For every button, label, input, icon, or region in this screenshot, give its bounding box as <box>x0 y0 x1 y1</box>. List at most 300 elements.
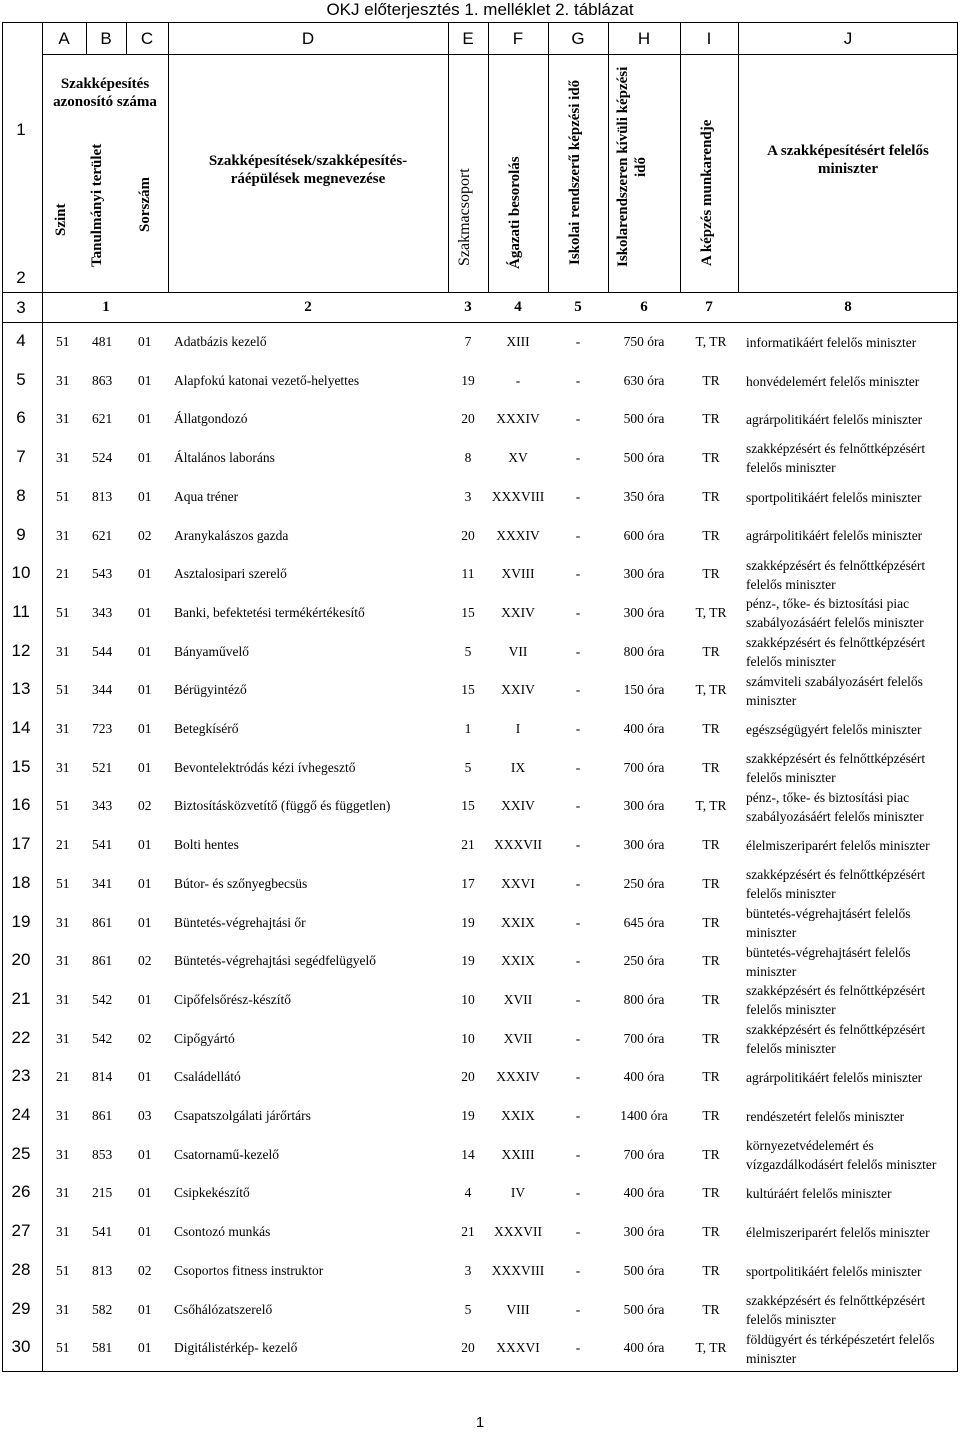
cell-out-school-time: 645 óra <box>623 914 665 930</box>
cell-area: 524 <box>92 450 113 466</box>
cell-minister: környezetvédelemért és vízgazdálkodásért felelős miniszter <box>746 1138 937 1173</box>
column-letter-e: E <box>462 29 474 48</box>
cell-group: 10 <box>461 1030 475 1046</box>
cell-minister: egészségügyért felelős miniszter <box>746 721 922 737</box>
cell-area: 621 <box>92 411 113 427</box>
cell-name: Csatornamű-kezelő <box>174 1146 279 1162</box>
header-level: Szint <box>53 203 69 237</box>
cell-minister: informatikáért felelős miniszter <box>746 334 917 350</box>
cell-school-time: - <box>575 991 581 1007</box>
cell-area: 343 <box>92 798 113 814</box>
cell-sector: XXIX <box>501 914 535 930</box>
cell-level: 51 <box>56 682 70 698</box>
cell-school-time: - <box>575 914 581 930</box>
column-letter-f: F <box>512 29 524 48</box>
cell-group: 10 <box>461 991 475 1007</box>
cell-school-time: - <box>575 1108 581 1123</box>
cell-level: 31 <box>56 1108 70 1123</box>
cell-name: Csapatszolgálati járőrtárs <box>174 1108 311 1123</box>
cell-schedule: TR <box>702 1224 720 1240</box>
cell-school-time: - <box>575 1030 581 1046</box>
cell-sector: XVII <box>503 1030 533 1046</box>
cell-school-time: - <box>575 527 581 543</box>
cell-minister: honvédelemért felelős miniszter <box>746 373 920 389</box>
column-letters-row <box>0 24 960 54</box>
row-number: 26 <box>11 1182 31 1202</box>
cell-sector: XXVI <box>501 875 535 891</box>
table-row <box>0 826 960 865</box>
cell-out-school-time: 500 óra <box>623 450 665 466</box>
row-number: 27 <box>11 1221 31 1241</box>
cell-minister: pénz-, tőke- és biztosítási piac szabályozásáért felelős miniszter <box>746 596 924 631</box>
cell-serial: 03 <box>138 1108 152 1123</box>
cell-name: Büntetés-végrehajtási segédfelügyelő <box>174 953 377 969</box>
cell-out-school-time: 400 óra <box>623 1185 665 1201</box>
cell-schedule: TR <box>702 991 720 1007</box>
cell-schedule: TR <box>702 1108 720 1123</box>
cell-group: 19 <box>461 953 475 969</box>
cell-out-school-time: 250 óra <box>623 875 665 891</box>
cell-group: 5 <box>464 643 472 659</box>
row-number: 29 <box>11 1298 31 1318</box>
cell-school-time: - <box>575 875 581 891</box>
cell-level: 31 <box>56 759 70 775</box>
cell-out-school-time: 800 óra <box>623 643 665 659</box>
cell-level: 21 <box>56 837 70 853</box>
row-number: 3 <box>16 298 26 317</box>
cell-name: Betegkísérő <box>174 721 239 736</box>
cell-schedule: TR <box>702 566 720 582</box>
cell-serial: 01 <box>138 837 152 853</box>
cell-group: 20 <box>461 1069 475 1085</box>
cell-level: 51 <box>56 798 70 814</box>
cell-schedule: T, TR <box>695 682 727 698</box>
table-row <box>0 981 960 1020</box>
cell-sector: XXIII <box>501 1146 535 1162</box>
cell-minister: szakképzésért és felnőttképzésért felelős miniszter <box>746 1021 926 1056</box>
cell-area: 542 <box>92 1030 113 1046</box>
cell-out-school-time: 700 óra <box>623 759 665 775</box>
cell-serial: 01 <box>138 604 152 620</box>
cell-name: Csipkekészítő <box>174 1185 250 1201</box>
cell-sector: XV <box>508 450 528 466</box>
cell-schedule: TR <box>702 372 720 388</box>
row-number: 15 <box>11 756 31 776</box>
page-title: OKJ előterjesztés 1. melléklet 2. táblázat <box>326 0 634 19</box>
header-sector: Ágazati besorolás <box>507 156 523 269</box>
cell-out-school-time: 700 óra <box>623 1030 665 1046</box>
cell-sector: XXXVII <box>494 837 542 853</box>
cell-area: 582 <box>92 1301 113 1317</box>
cell-serial: 01 <box>138 721 152 736</box>
header-serial: Sorszám <box>137 177 153 233</box>
cell-serial: 02 <box>138 953 152 969</box>
cell-group: 7 <box>464 334 472 349</box>
cell-level: 51 <box>56 488 70 504</box>
cell-name: Cipőfelsőrész-készítő <box>174 991 291 1007</box>
cell-group: 20 <box>461 527 475 543</box>
row-number: 24 <box>11 1105 31 1124</box>
header-area: Tanulmányi terület <box>89 143 105 267</box>
column-letter-c: C <box>140 29 154 48</box>
cell-school-time: - <box>575 411 581 427</box>
cell-sector: I <box>515 721 521 736</box>
cell-minister: agrárpolitikáért felelős miniszter <box>746 1070 923 1086</box>
table-row <box>0 478 960 517</box>
cell-schedule: TR <box>702 643 720 659</box>
cell-out-school-time: 300 óra <box>623 566 665 582</box>
cell-level: 51 <box>56 875 70 891</box>
cell-level: 51 <box>56 604 70 620</box>
table-row <box>0 671 960 710</box>
column-letter-b: B <box>100 29 112 48</box>
cell-area: 853 <box>92 1146 113 1162</box>
cell-sector: XXIV <box>501 798 535 814</box>
cell-area: 543 <box>92 566 113 582</box>
row-number: 19 <box>11 911 31 931</box>
table-row <box>0 1291 960 1330</box>
cell-level: 21 <box>56 1069 70 1085</box>
cell-sector: XVII <box>503 991 533 1007</box>
table-row <box>0 1213 960 1252</box>
cell-area: 861 <box>92 953 113 969</box>
cell-area: 542 <box>92 991 113 1007</box>
cell-group: 20 <box>461 1340 475 1356</box>
cell-schedule: TR <box>702 527 720 543</box>
cell-out-school-time: 500 óra <box>623 1301 665 1317</box>
cell-serial: 01 <box>138 682 152 698</box>
cell-school-time: - <box>575 488 581 504</box>
table-row <box>0 633 960 672</box>
cell-name: Adatbázis kezelő <box>174 334 267 349</box>
cell-minister: földügyért és térképészetért felelős miniszter <box>746 1331 935 1366</box>
cell-level: 31 <box>56 1030 70 1046</box>
cell-serial: 01 <box>138 643 152 659</box>
cell-schedule: TR <box>702 1262 720 1278</box>
cell-area: 215 <box>92 1185 113 1201</box>
column-number: 7 <box>705 299 713 315</box>
cell-group: 19 <box>461 1108 475 1123</box>
cell-level: 31 <box>56 721 70 736</box>
cell-minister: agrárpolitikáért felelős miniszter <box>746 412 923 428</box>
cell-area: 621 <box>92 527 113 543</box>
cell-sector: XXIX <box>501 953 535 969</box>
cell-schedule: TR <box>702 488 720 504</box>
row-number: 5 <box>16 369 26 389</box>
cell-out-school-time: 1400 óra <box>620 1108 668 1123</box>
cell-level: 31 <box>56 527 70 543</box>
cell-group: 20 <box>461 411 475 427</box>
cell-area: 344 <box>92 682 113 698</box>
cell-serial: 01 <box>138 372 152 388</box>
cell-sector: XIII <box>506 334 530 349</box>
cell-out-school-time: 350 óra <box>623 488 665 504</box>
cell-schedule: T, TR <box>695 334 727 349</box>
cell-sector: XXXVII <box>494 1224 542 1240</box>
row-number: 6 <box>16 408 26 428</box>
header-id-group-label: Szakképesítés azonosító száma <box>53 76 157 110</box>
column-number: 1 <box>102 299 110 315</box>
cell-level: 51 <box>56 1340 70 1356</box>
header-minister <box>740 135 956 185</box>
column-number: 3 <box>464 299 472 315</box>
cell-out-school-time: 300 óra <box>623 604 665 620</box>
cell-serial: 01 <box>138 488 152 504</box>
cell-schedule: TR <box>702 759 720 775</box>
cell-school-time: - <box>575 604 581 620</box>
cell-serial: 02 <box>138 798 152 814</box>
table-row <box>0 400 960 439</box>
cell-group: 21 <box>461 837 475 853</box>
table-row <box>0 710 960 749</box>
cell-schedule: TR <box>702 411 720 427</box>
cell-serial: 01 <box>138 875 152 891</box>
table-row <box>0 904 960 943</box>
cell-name: Alapfokú katonai vezető-helyettes <box>174 372 360 388</box>
cell-area: 861 <box>92 914 113 930</box>
cell-area: 861 <box>92 1108 113 1123</box>
cell-minister: szakképzésért és felnőttképzésért felelős miniszter <box>746 867 926 902</box>
cell-level: 31 <box>56 1146 70 1162</box>
cell-minister: szakképzésért és felnőttképzésért felelős miniszter <box>746 983 926 1018</box>
cell-level: 31 <box>56 411 70 427</box>
cell-school-time: - <box>575 1185 581 1201</box>
table-row <box>0 594 960 633</box>
cell-level: 51 <box>56 1262 70 1278</box>
cell-schedule: TR <box>702 1301 720 1317</box>
cell-name: Bérügyintéző <box>174 682 247 698</box>
table-row <box>0 787 960 826</box>
cell-area: 544 <box>92 643 113 659</box>
cell-schedule: TR <box>702 721 720 736</box>
cell-out-school-time: 500 óra <box>623 1262 665 1278</box>
cell-name: Büntetés-végrehajtási őr <box>174 914 306 930</box>
cell-school-time: - <box>575 643 581 659</box>
column-number: 5 <box>574 299 582 315</box>
column-number: 2 <box>304 299 312 315</box>
cell-area: 343 <box>92 604 113 620</box>
cell-group: 19 <box>461 914 475 930</box>
cell-school-time: - <box>575 1262 581 1278</box>
cell-sector: XXXVI <box>496 1340 540 1356</box>
cell-level: 21 <box>56 566 70 582</box>
column-letter-d: D <box>301 29 315 48</box>
column-letter-g: G <box>571 29 585 48</box>
cell-school-time: - <box>575 1340 581 1356</box>
header-id-group <box>44 58 166 128</box>
row-number: 16 <box>11 795 31 815</box>
column-letter-a: A <box>58 29 70 48</box>
cell-minister: számviteli szabályozásért felelős miniszter <box>746 673 923 708</box>
cell-area: 863 <box>92 372 113 388</box>
cell-sector: XXIV <box>501 604 535 620</box>
cell-school-time: - <box>575 1146 581 1162</box>
cell-level: 31 <box>56 1224 70 1240</box>
cell-serial: 01 <box>138 1146 152 1162</box>
cell-minister: szakképzésért és felnőttképzésért felelős miniszter <box>746 1292 926 1327</box>
cell-group: 11 <box>461 566 475 582</box>
cell-group: 8 <box>464 450 472 466</box>
column-letter-h: H <box>637 29 651 48</box>
cell-school-time: - <box>575 1069 581 1085</box>
cell-area: 521 <box>92 759 113 775</box>
table-row <box>0 555 960 594</box>
cell-school-time: - <box>575 566 581 582</box>
cell-sector: VIII <box>506 1301 530 1317</box>
cell-school-time: - <box>575 1301 581 1317</box>
cell-group: 21 <box>461 1224 475 1240</box>
cell-out-school-time: 600 óra <box>623 527 665 543</box>
table-row <box>0 323 960 362</box>
cell-name: Banki, befektetési termékértékesítő <box>174 604 365 620</box>
cell-minister: szakképzésért és felnőttképzésért felelős miniszter <box>746 634 926 669</box>
cell-serial: 02 <box>138 527 152 543</box>
row-number: 2 <box>16 268 26 287</box>
row-number: 11 <box>12 601 30 621</box>
table-row <box>0 865 960 904</box>
table-row <box>0 942 960 981</box>
cell-serial: 02 <box>138 1030 152 1046</box>
row-number: 22 <box>11 1027 31 1047</box>
cell-name: Csőhálózatszerelő <box>174 1301 273 1317</box>
cell-group: 5 <box>464 759 472 775</box>
page-number: 1 <box>475 1414 485 1431</box>
cell-serial: 01 <box>138 1069 152 1085</box>
cell-sector: XVIII <box>501 566 535 582</box>
cell-minister: agrárpolitikáért felelős miniszter <box>746 528 923 544</box>
cell-name: Aranykalászos gazda <box>174 527 289 543</box>
cell-out-school-time: 300 óra <box>623 837 665 853</box>
header-group: Szakmacsoport <box>456 168 473 267</box>
cell-minister: kultúráért felelős miniszter <box>746 1186 892 1202</box>
table-row <box>0 1020 960 1059</box>
row-number: 23 <box>11 1066 31 1086</box>
cell-school-time: - <box>575 953 581 969</box>
row-number: 28 <box>11 1259 31 1279</box>
row-number: 17 <box>11 834 31 854</box>
cell-level: 51 <box>56 334 70 349</box>
cell-schedule: TR <box>702 953 720 969</box>
cell-group: 3 <box>464 488 472 504</box>
cell-group: 15 <box>461 798 475 814</box>
cell-out-school-time: 150 óra <box>623 682 665 698</box>
cell-name: Csontozó munkás <box>174 1224 271 1240</box>
cell-out-school-time: 250 óra <box>623 953 665 969</box>
header-name <box>176 145 440 195</box>
cell-area: 581 <box>92 1340 113 1356</box>
cell-school-time: - <box>575 798 581 814</box>
cell-minister: sportpolitikáért felelős miniszter <box>746 489 922 505</box>
cell-serial: 01 <box>138 1185 152 1201</box>
column-number: 4 <box>514 299 522 315</box>
cell-serial: 01 <box>138 914 152 930</box>
cell-sector: XXIX <box>501 1108 535 1123</box>
cell-out-school-time: 750 óra <box>623 334 665 349</box>
cell-schedule: TR <box>702 875 720 891</box>
table-row <box>0 517 960 556</box>
cell-name: Cipőgyártó <box>174 1030 235 1046</box>
cell-sector: IV <box>510 1185 526 1201</box>
cell-serial: 01 <box>138 991 152 1007</box>
cell-sector: - <box>515 372 521 388</box>
cell-level: 31 <box>56 953 70 969</box>
table-row <box>0 362 960 401</box>
cell-minister: büntetés-végrehajtásért felelős miniszter <box>746 944 911 979</box>
cell-schedule: TR <box>702 837 720 853</box>
column-number: 6 <box>640 299 648 315</box>
cell-name: Családellátó <box>174 1069 241 1085</box>
cell-schedule: TR <box>702 1185 720 1201</box>
cell-out-school-time: 400 óra <box>623 721 665 736</box>
cell-name: Bányaművelő <box>174 643 249 659</box>
column-number: 8 <box>844 299 852 315</box>
cell-name: Bevontelektródás kézi ívhegesztő <box>174 759 356 775</box>
cell-sector: XXXIV <box>496 1069 540 1085</box>
cell-area: 723 <box>92 721 113 736</box>
cell-sector: XXXVIII <box>491 488 545 504</box>
cell-area: 541 <box>92 1224 113 1240</box>
header-minister-label: A szakképesítésért felelős miniszter <box>767 143 929 177</box>
cell-area: 541 <box>92 837 113 853</box>
row-number: 13 <box>11 679 31 699</box>
cell-out-school-time: 500 óra <box>623 411 665 427</box>
cell-group: 5 <box>464 1301 472 1317</box>
row-number: 18 <box>11 872 31 892</box>
cell-school-time: - <box>575 837 581 853</box>
row-number: 1 <box>16 120 26 139</box>
row-number: 9 <box>16 524 26 544</box>
cell-out-school-time: 700 óra <box>623 1146 665 1162</box>
cell-school-time: - <box>575 1224 581 1240</box>
cell-serial: 01 <box>138 566 152 582</box>
cell-sector: IX <box>510 759 526 775</box>
cell-group: 1 <box>464 721 472 736</box>
table-row <box>0 749 960 788</box>
cell-serial: 01 <box>138 1224 152 1240</box>
cell-school-time: - <box>575 682 581 698</box>
cell-minister: sportpolitikáért felelős miniszter <box>746 1263 922 1279</box>
row-number: 14 <box>11 718 31 737</box>
table-row <box>0 439 960 478</box>
cell-area: 813 <box>92 1262 113 1278</box>
cell-school-time: - <box>575 721 581 736</box>
cell-school-time: - <box>575 334 581 349</box>
cell-name: Csoportos fitness instruktor <box>174 1262 324 1278</box>
header-out-school-time: Iskolarendszeren kívüli képzési idő <box>615 66 649 268</box>
cell-out-school-time: 300 óra <box>623 798 665 814</box>
cell-level: 31 <box>56 991 70 1007</box>
row-number: 12 <box>11 640 31 660</box>
row-number: 21 <box>11 988 31 1008</box>
cell-name: Asztalosipari szerelő <box>174 566 287 582</box>
cell-schedule: TR <box>702 1030 720 1046</box>
row-number: 10 <box>11 563 31 583</box>
cell-schedule: TR <box>702 450 720 466</box>
cell-serial: 01 <box>138 450 152 466</box>
column-letter-j: J <box>843 29 853 48</box>
cell-serial: 01 <box>138 411 152 427</box>
cell-minister: élelmiszeriparért felelős miniszter <box>746 1224 930 1240</box>
cell-group: 14 <box>461 1146 475 1162</box>
row-number: 7 <box>16 447 26 467</box>
cell-sector: XXXIV <box>496 411 540 427</box>
cell-minister: rendészetért felelős miniszter <box>746 1108 905 1124</box>
cell-sector: XXXVIII <box>491 1262 545 1278</box>
cell-sector: XXIV <box>501 682 535 698</box>
cell-serial: 02 <box>138 1262 152 1278</box>
cell-schedule: TR <box>702 914 720 930</box>
row-number: 8 <box>16 485 26 505</box>
